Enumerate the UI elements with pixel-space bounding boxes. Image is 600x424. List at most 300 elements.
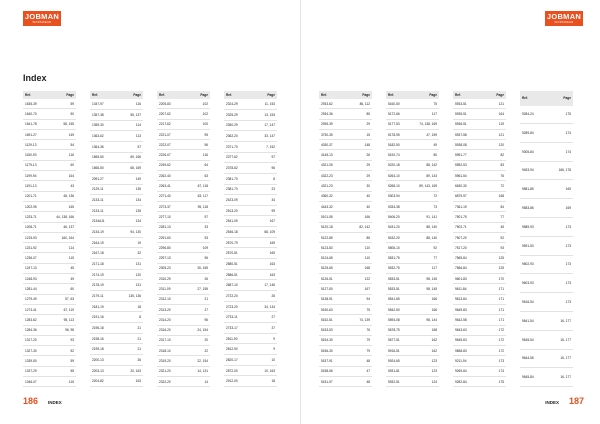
table-row [520, 124, 573, 143]
page-cell: 102 [184, 109, 210, 119]
ref-cell: 2371-70 [224, 141, 251, 152]
page-cell: 173 [546, 236, 573, 255]
ref-cell: 9601-83 [453, 274, 483, 284]
ref-cell: 5177-53 [386, 119, 408, 129]
ref-cell: 1233-71 [23, 212, 45, 222]
page-cell: 85 [346, 109, 372, 119]
ref-cell: 2317-10 [157, 335, 184, 345]
page-cell: 72 [408, 191, 439, 201]
table-row [319, 119, 372, 129]
ref-cell: 2174-19 [90, 269, 117, 280]
ref-cell: 2378-62 [224, 163, 251, 174]
table-row [90, 248, 143, 259]
table-row [453, 243, 506, 253]
ref-cell: 9645-54 [520, 330, 546, 349]
page-cell: 115 [45, 253, 76, 263]
page-cell: 16, 177 [546, 349, 573, 368]
table-row [386, 356, 439, 366]
table-row [157, 191, 210, 201]
page-header: Page [346, 91, 372, 99]
page-cell: 171 [483, 304, 506, 314]
table-row [453, 222, 506, 232]
ref-cell: 2204-82 [90, 376, 117, 387]
table-row [157, 335, 210, 345]
index-table [520, 91, 573, 387]
table-row [23, 356, 76, 366]
page-cell: 174 [483, 366, 506, 376]
ref-cell: 2586-51 [224, 269, 251, 280]
page-header: Page [483, 91, 506, 99]
page-cell: 27, 155 [184, 284, 210, 294]
table-row [224, 216, 277, 227]
table-row [319, 325, 372, 335]
page-cell: 96 [184, 253, 210, 263]
page-cell: 16, 177 [546, 330, 573, 349]
table-row [386, 263, 439, 273]
table-row [23, 129, 76, 139]
ref-cell: 1566-50 [90, 163, 117, 174]
page-cell: 8 [251, 173, 277, 184]
page-cell: 67, 118 [184, 181, 210, 191]
table-row [224, 109, 277, 120]
page-cell: 162 [408, 335, 439, 345]
page-cell: 30 [346, 181, 372, 191]
ref-cell: 2423-09 [224, 195, 251, 206]
index-grid-right [319, 91, 573, 387]
table-header [23, 91, 76, 99]
table-header [520, 91, 573, 106]
page-cell: 117 [408, 109, 439, 119]
table-row [453, 109, 506, 119]
page-cell: 21 [117, 344, 143, 355]
ref-cell: 1279-49 [23, 294, 45, 304]
ref-cell: 5432-20 [386, 232, 408, 242]
page-cell: 20, 163 [117, 365, 143, 376]
page-cell: 63 [184, 171, 210, 181]
table-header [90, 91, 143, 99]
page-cell: 48 [346, 377, 372, 387]
page-cell: 116 [45, 150, 76, 160]
page-cell: 175 [546, 106, 573, 124]
ref-cell: 2221-07 [157, 129, 184, 139]
ref-cell: 5158-56 [319, 366, 346, 376]
ref-cell: 2217-62 [157, 119, 184, 129]
table-row [319, 377, 372, 387]
page-cell: 123 [408, 366, 439, 376]
ref-cell: 2277-10 [157, 212, 184, 222]
ref-cell: 9211-94 [453, 356, 483, 366]
page-cell: 11, 153 [251, 99, 277, 109]
page-cell: 163 [251, 259, 277, 270]
page-cell: 167 [251, 216, 277, 227]
table-row [90, 99, 143, 109]
ref-header: Ref. [224, 91, 251, 99]
index-table [453, 91, 506, 387]
page-cell: 173 [546, 293, 573, 312]
ref-cell: 2312-10 [157, 294, 184, 304]
page-cell: 120 [117, 269, 143, 280]
page-cell: 135 [117, 184, 143, 195]
brand-name: JOBMAN [546, 11, 582, 21]
page-cell: 162 [408, 346, 439, 356]
ref-cell: 9642-58 [453, 315, 483, 325]
table-row [90, 195, 143, 206]
ref-cell: 1284-36 [23, 325, 45, 335]
index-grid-left [23, 91, 277, 387]
page-cell: 13, 153 [251, 109, 277, 120]
table-row [157, 263, 210, 273]
ref-cell: 1635-39 [23, 99, 45, 109]
ref-cell: 2311-09 [157, 284, 184, 294]
ref-cell: 9645-84 [520, 368, 546, 387]
table-row [23, 201, 76, 211]
page-header: Page [251, 91, 277, 99]
ref-cell: 1273-41 [23, 304, 45, 314]
ref-cell: 1691-27 [23, 129, 45, 139]
table-row [453, 160, 506, 170]
ref-cell: 2321-20 [157, 366, 184, 376]
page-cell: 116 [184, 150, 210, 160]
footer-right [535, 396, 584, 406]
page-cell: 110 [346, 243, 372, 253]
page-cell: 86, 112 [346, 99, 372, 109]
ref-cell: 9591-53 [520, 236, 546, 255]
page-cell: 76 [483, 171, 506, 181]
table-row [453, 294, 506, 304]
page-cell: 116 [117, 99, 143, 109]
table-row [520, 293, 573, 312]
page-cell: 97 [251, 152, 277, 163]
table-row [224, 163, 277, 174]
table-row [224, 248, 277, 259]
ref-cell: 2933-62 [319, 99, 346, 109]
page-header: Page [45, 91, 76, 99]
ref-cell: 1208-71 [23, 222, 45, 232]
ref-cell: 9602-93 [520, 255, 546, 274]
page-cell: 21 [117, 323, 143, 334]
ref-cell: 2291-60 [157, 232, 184, 242]
table-row [23, 140, 76, 150]
table-row [157, 356, 210, 366]
page-cell: 135, 136 [117, 291, 143, 302]
table-row [224, 141, 277, 152]
table-row [520, 180, 573, 199]
table-row [23, 315, 76, 325]
ref-cell: 5533-51 [386, 274, 408, 284]
page-cell: 72 [483, 181, 506, 191]
page-cell: 172 [483, 325, 506, 335]
table-row [319, 243, 372, 253]
table-row [319, 304, 372, 314]
table-row [23, 191, 76, 201]
ref-cell: 5952-53 [453, 160, 483, 170]
table-row [224, 131, 277, 142]
page-cell: 95, 118 [184, 201, 210, 211]
table-row [224, 259, 277, 270]
ref-cell: 9282-84 [453, 377, 483, 387]
ref-cell: 1565-50 [90, 152, 117, 163]
page-cell: 26 [117, 355, 143, 366]
table-row [23, 346, 76, 356]
page-cell: 68, 169 [117, 163, 143, 174]
page-cell: 26 [251, 291, 277, 302]
page-cell: 98, 145 [408, 284, 439, 294]
ref-cell: 1317-20 [23, 335, 45, 345]
ref-cell: 2134A11 [90, 216, 117, 227]
page-cell: 27 [251, 312, 277, 323]
table-row [453, 150, 506, 160]
ref-cell: 2091-27 [90, 173, 117, 184]
page-cell: 74, 139 [346, 315, 372, 325]
page-cell: 119 [483, 119, 506, 129]
ref-cell: 1129-13 [23, 140, 45, 150]
table-row [23, 294, 76, 304]
ref-cell: 2362-20 [224, 131, 251, 142]
ref-cell: 2316-20 [157, 325, 184, 335]
ref-cell: 4443-32 [319, 201, 346, 211]
page-cell: 121 [483, 99, 506, 109]
table-row [453, 366, 506, 376]
table-row [157, 284, 210, 294]
page-cell: 22 [184, 346, 210, 356]
ref-cell: 2723-20 [224, 301, 251, 312]
page-cell: 149 [117, 173, 143, 184]
table-row [386, 140, 439, 150]
page-cell: 168 [346, 263, 372, 273]
table-row [23, 99, 76, 109]
ref-cell: 2178-19 [90, 280, 117, 291]
ref-cell: 7517-20 [453, 243, 483, 253]
ref-cell: 5532-75 [386, 263, 408, 273]
table-row [224, 227, 277, 238]
table-row [90, 355, 143, 366]
ref-cell: 4360-32 [319, 191, 346, 201]
ref-cell: 7502-71 [453, 222, 483, 232]
page-cell: 160, 164 [45, 232, 76, 242]
table-row [453, 335, 506, 345]
table-row [157, 232, 210, 242]
page-cell: 169 [546, 180, 573, 199]
ref-cell: 5594-08 [386, 315, 408, 325]
ref-cell: 2350-29 [224, 120, 251, 131]
page-cell: 131 [117, 259, 143, 270]
table-row [453, 119, 506, 129]
table-row [23, 253, 76, 263]
page-cell: 122 [346, 274, 372, 284]
ref-cell: 9589-93 [520, 217, 546, 236]
ref-cell: 2570-79 [224, 237, 251, 248]
ref-cell: 5153-53 [319, 325, 346, 335]
ref-cell: 5151-97 [319, 377, 346, 387]
page-cell: 149 [45, 129, 76, 139]
ref-cell: 2580-51 [224, 259, 251, 270]
table-row [90, 323, 143, 334]
table-row [157, 109, 210, 119]
ref-header: Ref. [520, 91, 546, 106]
page-cell: 117 [408, 263, 439, 273]
table-row [90, 205, 143, 216]
table-row [23, 171, 76, 181]
table-row [520, 274, 573, 293]
ref-cell: 2934-36 [319, 109, 346, 119]
ref-header: Ref. [453, 91, 483, 99]
page-cell: 19 [117, 237, 143, 248]
page-cell: 171 [483, 284, 506, 294]
ref-cell: 5157-91 [319, 356, 346, 366]
page-cell: 32 [117, 248, 143, 259]
ref-cell: 5916-51 [386, 346, 408, 356]
page-header: Page [546, 91, 573, 106]
page-cell: 84 [483, 201, 506, 211]
page-cell: 114 [117, 120, 143, 131]
page-cell: 93 [45, 335, 76, 345]
table-row [90, 269, 143, 280]
page-cell: 125 [483, 263, 506, 273]
page-cell: 96 [184, 140, 210, 150]
ref-cell: 5178-95 [386, 129, 408, 139]
table-row [90, 131, 143, 142]
ref-cell: 9284-24 [520, 106, 546, 124]
ref-cell: 1191-13 [23, 181, 45, 191]
table-row [386, 346, 439, 356]
page-cell: 9 [251, 333, 277, 344]
table-row [23, 222, 76, 232]
ref-cell: 2203-13 [90, 365, 117, 376]
page-cell: 75 [346, 304, 372, 314]
table-row [520, 161, 573, 180]
brand-tagline: WORKWEAR [554, 20, 574, 24]
table-row [319, 335, 372, 345]
ref-cell: 7566-84 [453, 263, 483, 273]
ref-cell: 7361-19 [453, 201, 483, 211]
table-row [157, 201, 210, 211]
page-cell: 26, 155 [184, 263, 210, 273]
page-cell: 166 [408, 294, 439, 304]
table-row [157, 150, 210, 160]
ref-cell: 2271-40 [157, 191, 184, 201]
table-row [453, 284, 506, 294]
ref-cell: 5120-18 [319, 222, 346, 232]
index-table [224, 91, 277, 387]
page-cell: 170 [483, 274, 506, 284]
table-row [386, 201, 439, 211]
ref-cell: 2196-18 [90, 323, 117, 334]
table-row [319, 212, 372, 222]
table-row [224, 312, 277, 323]
table-row [386, 377, 439, 387]
table-row [520, 236, 573, 255]
ref-cell: 2133-11 [90, 205, 117, 216]
table-row [157, 304, 210, 314]
ref-cell: 5192-74 [386, 150, 408, 160]
brand-logo [23, 11, 61, 26]
page-title: Index [23, 73, 47, 83]
ref-cell: 2273-37 [157, 201, 184, 211]
page-cell: 175 [483, 377, 506, 387]
page-cell: 77 [483, 212, 506, 222]
ref-cell: 9289-84 [520, 124, 546, 143]
ref-cell: 2812-90 [224, 344, 251, 355]
ref-cell: 6879-97 [453, 191, 483, 201]
table-row [157, 181, 210, 191]
table-row [386, 171, 439, 181]
page-header: Page [184, 91, 210, 99]
ref-cell: 5127-50 [319, 284, 346, 294]
ref-cell: 5431-20 [386, 222, 408, 232]
page-cell: 20 [184, 335, 210, 345]
ref-cell: 2935-39 [319, 119, 346, 129]
ref-cell: 2200-13 [90, 355, 117, 366]
ref-cell: 1236-07 [23, 253, 45, 263]
page-cell: 23 [251, 184, 277, 195]
page-cell: 172 [483, 346, 506, 356]
ref-cell: 2167-18 [90, 248, 117, 259]
ref-cell: 5542-50 [386, 304, 408, 314]
ref-cell: 2872-00 [224, 365, 251, 376]
table-row [23, 119, 76, 129]
page-cell: 88, 140 [408, 222, 439, 232]
page-cell: 99 [251, 205, 277, 216]
table-row [90, 333, 143, 344]
page-cell: 15 [346, 129, 372, 139]
page-cell: 74, 138, 169 [408, 119, 439, 129]
footer-label: INDEX [48, 400, 62, 405]
page-cell: 52 [45, 346, 76, 356]
page-cell: 95 [184, 129, 210, 139]
table-row [319, 222, 372, 232]
page-cell: 76 [346, 325, 372, 335]
table-row [386, 99, 439, 109]
ref-cell: 2381-70 [224, 173, 251, 184]
ref-cell: 2513-20 [224, 205, 251, 216]
ref-cell: 1347-97 [90, 99, 117, 109]
ref-cell: 2687-10 [224, 280, 251, 291]
table-row [319, 232, 372, 242]
table-row [157, 253, 210, 263]
ref-cell: 5936-51 [453, 119, 483, 129]
page-cell: 168 [483, 191, 506, 201]
ref-cell: 9603-93 [520, 274, 546, 293]
right-page [300, 0, 600, 424]
page-cell: 75 [408, 99, 439, 109]
ref-cell: 2313-20 [157, 304, 184, 314]
table-row [224, 205, 277, 216]
table-row [90, 376, 143, 387]
table-row [386, 284, 439, 294]
table-row [386, 119, 439, 129]
table-row [520, 142, 573, 161]
table-row [224, 152, 277, 163]
page-cell: 166 [408, 304, 439, 314]
page-cell: 109 [184, 243, 210, 253]
ref-cell: 5268-10 [386, 181, 408, 191]
ref-cell: 2733-17 [224, 323, 251, 334]
page-cell: 57, 63 [45, 294, 76, 304]
table-row [520, 106, 573, 124]
page-cell: 83 [483, 160, 506, 170]
page-cell: 64 [184, 160, 210, 170]
table-row [23, 263, 76, 273]
ref-cell: 2314-20 [157, 315, 184, 325]
table-row [90, 365, 143, 376]
table-row [23, 377, 76, 387]
table-row [157, 119, 210, 129]
page-cell: 164 [45, 171, 76, 181]
table-row [23, 212, 76, 222]
page-cell: 80 [408, 150, 439, 160]
ref-cell: 9581-85 [520, 180, 546, 199]
ref-cell: 5122-85 [319, 232, 346, 242]
